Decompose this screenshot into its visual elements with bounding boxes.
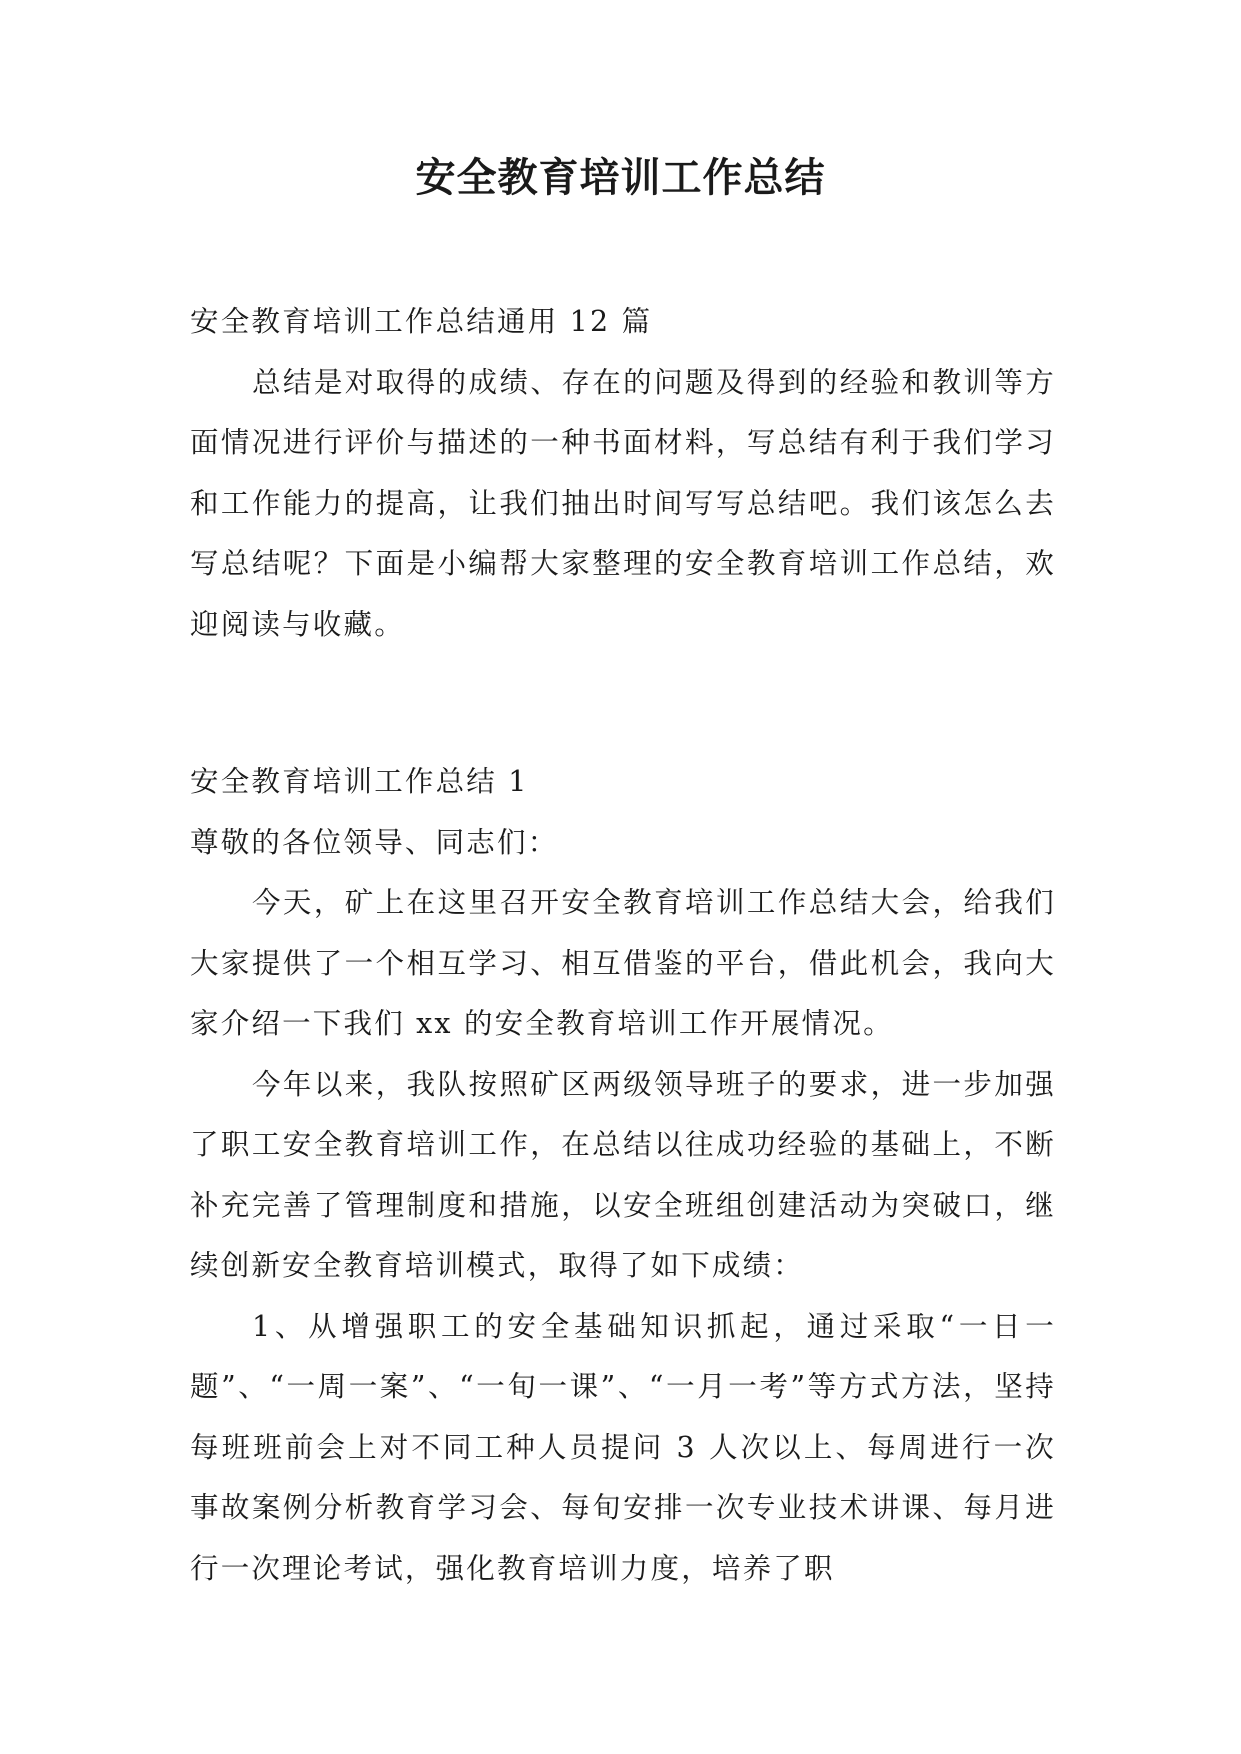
document-title: 安全教育培训工作总结 [415, 155, 826, 201]
body-paragraph: 今天，矿上在这里召开安全教育培训工作总结大会，给我们大家提供了一个相互学习、相互借鉴的平台，借此机会，我向大家介绍一下我们 xx 的安全教育培训工作开展情况。 [190, 886, 1056, 1040]
section-heading: 安全教育培训工作总结 1 [190, 765, 529, 798]
intro-section [190, 292, 1056, 655]
body-paragraph: 今年以来，我队按照矿区两级领导班子的要求，进一步加强了职工安全教育培训工作，在总结以往成功经验的基础上，不断补充完善了管理制度和措施，以安全班组创建活动为突破口，继续创新安全教育培训模式，取得了如下成绩： [190, 1067, 1056, 1282]
salutation: 尊敬的各位领导、同志们： [190, 825, 559, 859]
body-paragraph: 1、从增强职工的安全基础知识抓起，通过采取“一日一题”、“一周一案”、“一旬一课”、“一月一考”等方式方法，坚持每班班前会上对不同工种人员提问 3 人次以上、每周进行一次事故案例分析教育学习会、每旬安排一次专业技术讲课、每月进行一次理论考试，强化教育培训力度，培养了职 [190, 1309, 1056, 1585]
intro-paragraph: 总结是对取得的成绩、存在的问题及得到的经验和教训等方面情况进行评价与描述的一种书面材料，写总结有利于我们学习和工作能力的提高，让我们抽出时间写写总结吧。我们该怎么去写总结呢？下面是小编帮大家整理的安全教育培训工作总结，欢迎阅读与收藏。 [190, 365, 1056, 641]
document-subtitle: 安全教育培训工作总结通用 12 篇 [190, 305, 653, 338]
section-1 [190, 752, 1056, 1599]
